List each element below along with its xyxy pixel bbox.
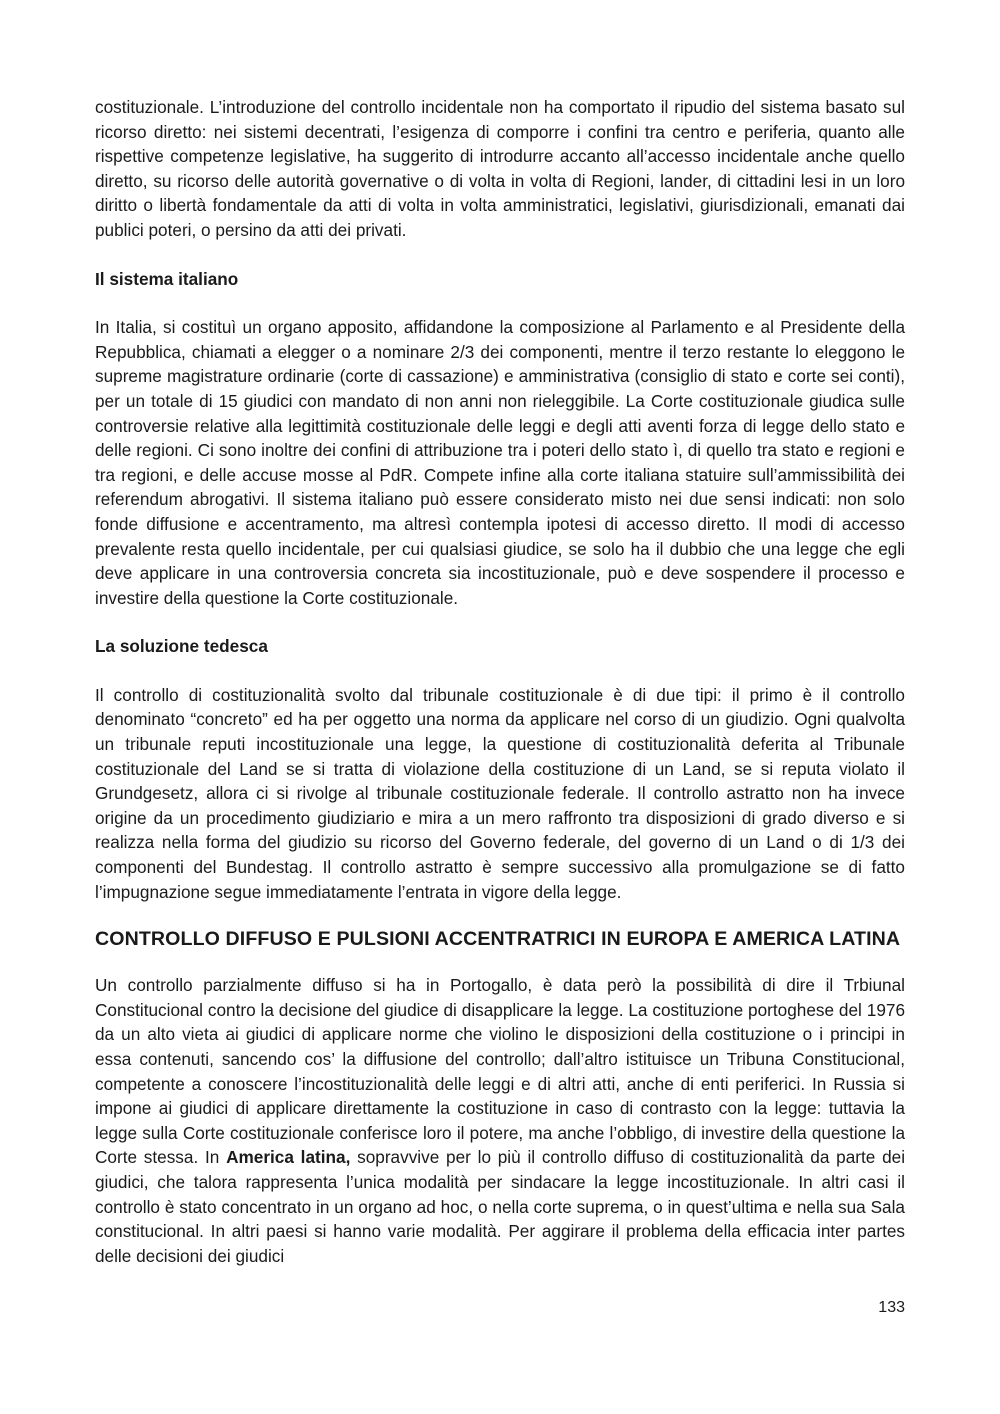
- document-page: [95, 95, 905, 1268]
- heading-sistema-italiano: Il sistema italiano: [95, 268, 239, 289]
- paragraph-controllo-diffuso: [95, 973, 905, 1268]
- paragraph-sistema-italiano: In Italia, si costituì un organo apposito, affidandone la composizione al Parlamento e al Presidente della Repubblica, chiamati a elegger o a nominare 2/3 dei componenti, mentre il terzo restante lo eleggono le supreme magistrature ordinarie (corte di cassazione) e amministrativa (consiglio di stato e corte sei conti), per un totale di 15 giudici con mandato di non anni non rieleggibile. La Corte costituzionale giudica sulle controversie relative alla legittimità costituzionale delle leggi e degli atti aventi forza di legge dello stato e delle regioni. Ci sono inoltre dei confini di attribuzione tra i poteri dello stato ì, di quello tra stato e regioni e tra regioni, e delle accuse mosse al PdR. Compete infine alla corte italiana statuire sull’ammissibilità dei referendum abrogativi. Il sistema italiano può essere considerato misto nei due sensi indicati: non solo fonde diffusione e accentramento, ma altresì contempla ipotesi di accesso diretto. Il modi di accesso prevalente resta quello incidentale, per cui qualsiasi giudice, se solo ha il dubbio che una legge che egli deve applicare in una controversia concreta sia incostituzionale, può e deve sospendere il processo e investire della questione la Corte costituzionale.: [95, 317, 905, 608]
- page-number: 133: [878, 1299, 905, 1316]
- paragraph-text-part-a: Un controllo parzialmente diffuso si ha in Portogallo, è data però la possibilità di dire il Trbiunal Constitucional contro la decisione del giudice di disapplicare la legge. La costituzione portoghese del 1976 da un alto vieta ai giudici di applicare norme che violino le disposizioni della costituzione o i principi in essa contenuti, sancendo cos’ la diffusione del controllo; dall’altro istituisce un Tribuna Constitucional, competente a conoscere l’incostituzionalità delle leggi e di altri atti, anche di enti periferici. In Russia si impone ai giudici di applicare direttamente la costituzione in caso di contrasto con la legge: tuttavia la legge sulla Corte costituzionale conferisce loro il potere, ma anche l’obbligo, di investire della questione la Corte stessa. In: [95, 975, 905, 1168]
- paragraph-text-part-b: sopravvive per lo più il controllo diffuso di costituzionalità da parte dei giudici, che talora rappresenta l’unica modalità per sindacare la legge incostituzionale. In altri casi il controllo è stato concentrato in un organo ad hoc, o nella corte suprema, o in quest’ultima e nella sua Sala constitucional. In altri paesi si hanno varie modalità. Per aggirare il problema della efficacia inter partes delle decisioni dei giudici: [95, 1147, 906, 1266]
- section-heading-controllo-diffuso: CONTROLLO DIFFUSO E PULSIONI ACCENTRATRICI IN EUROPA E AMERICA LATINA: [95, 928, 901, 951]
- heading-soluzione-tedesca: La soluzione tedesca: [95, 636, 268, 657]
- paragraph-soluzione-tedesca: Il controllo di costituzionalità svolto dal tribunale costituzionale è di due tipi: il primo è il controllo denominato “concreto” ed ha per oggetto una norma da applicare nel corso di un giudizio. Ogni qualvolta un tribunale reputi incostituzionale una legge, la questione di costituzionalità deferita al Tribunale costituzionale del Land se si tratta di violazione della costituzione di un Land, se si reputa violato il Grundgesetz, allora ci si rivolge al tribunale costituzionale federale. Il controllo astratto non ha invece origine da un procedimento giudiziario e mira a un mero raffronto tra disposizioni di grado diverso e si realizza nella forma del giudizio su ricorso del Governo federale, del governo di un Land o di 1/3 dei componenti del Bundestag. Il controllo astratto è sempre successivo alla promulgazione se di fatto l’impugnazione segue immediatamente l’entrata in vigore della legge.: [95, 684, 905, 902]
- paragraph-intro: costituzionale. L’introduzione del controllo incidentale non ha comportato il ripudio del sistema basato sul ricorso diretto: nei sistemi decentrati, l’esigenza di comporre i confini tra centro e periferia, quanto alle rispettive competenze legislative, ha suggerito di introdurre accanto all’accesso incidentale anche quello diretto, su ricorso delle autorità governative o di volta in volta di Regioni, lander, di cittadini lesi in un loro diritto o libertà fondamentale da atti di volta in volta amministratici, legislativi, giurisdizionali, emanati dai publici poteri, o persino da atti dei privati.: [95, 97, 905, 240]
- bold-america-latina: America latina,: [226, 1147, 351, 1168]
